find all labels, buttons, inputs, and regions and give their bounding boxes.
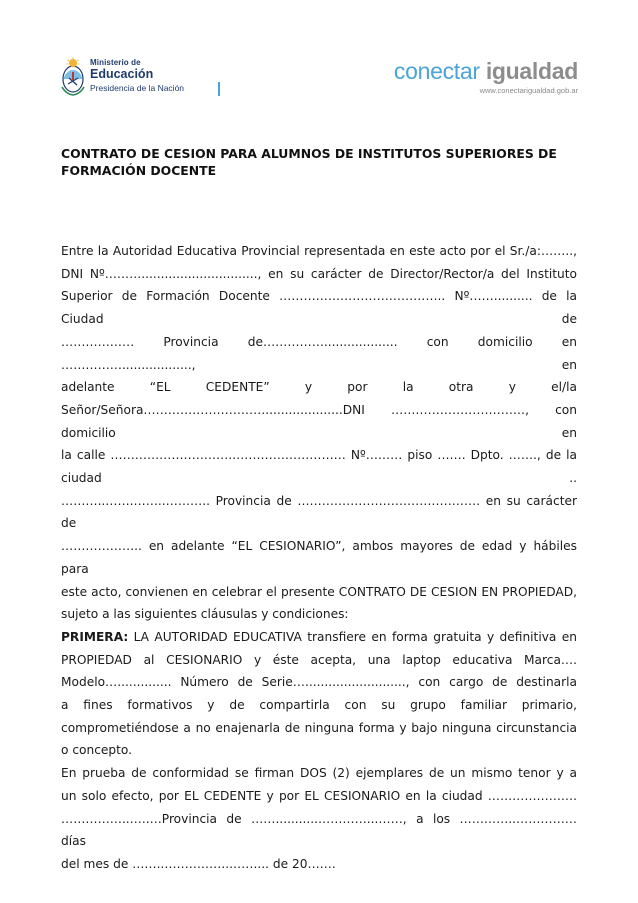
text-line: un solo efecto, por EL CEDENTE y por EL CESIONARIO en la ciudad ………………….: [61, 788, 577, 803]
page-header: [0, 0, 638, 120]
text-line: comprometiéndose a no enajenarla de ninguna forma y bajo ninguna circunstancia: [61, 720, 577, 735]
text-line: ……………….. en adelante “EL CESIONARIO”, ambos mayores de edad y hábiles para: [61, 539, 577, 576]
brand-url: www.conectarigualdad.gob.ar: [479, 86, 578, 95]
text-line: a fines formativos y de compartirla con su grupo familiar primario,: [61, 698, 577, 713]
intro-paragraph: [61, 240, 577, 626]
title-line-1: CONTRATO DE CESION PARA ALUMNOS DE INSTITUTOS SUPERIORES DE: [61, 146, 557, 161]
brand-part-2: igualdad: [485, 58, 578, 84]
text-line: En prueba de conformidad se firman DOS (2) ejemplares de un mismo tenor y a: [61, 766, 577, 781]
closing-paragraph: [61, 762, 577, 876]
argentina-coat-of-arms-icon: [60, 57, 86, 97]
text-line: Superior de Formación Docente ………………………………….. Nº…….......... de la Ciudad de: [61, 289, 577, 327]
text-line: Modelo….............. Número de Serie….........................., con cargo de destinarla: [61, 675, 577, 690]
ministry-line-1: Ministerio de: [90, 58, 141, 67]
text-line: Entre la Autoridad Educativa Provincial representada en este acto por el Sr./a:……..,: [61, 244, 577, 258]
clause-text: LA AUTORIDAD EDUCATIVA transfiere en forma gratuita y definitiva en: [128, 629, 577, 644]
clause-label: PRIMERA:: [61, 629, 129, 644]
text-line: ……………… Provincia de……………................... con domicilio en …………….................., en: [61, 334, 577, 372]
title-line-2: FORMACIÓN DOCENTE: [61, 163, 217, 178]
text-line: este acto, convienen en celebrar el presente CONTRATO DE CESION EN PROPIEDAD,: [61, 584, 577, 599]
clause-primera: [61, 626, 577, 762]
conectar-igualdad-logo: [394, 58, 578, 95]
brand-wordmark: [394, 58, 578, 84]
text-line: PROPIEDAD al CESIONARIO y éste acepta, una laptop educativa Marca….: [61, 652, 577, 667]
text-line: [61, 626, 577, 649]
text-line: ……………..…..…Provincia de ……...........…………...……, a los …………..…………… días: [61, 811, 577, 849]
brand-part-1: conectar: [393, 58, 486, 84]
text-line: DNI Nº……….............................., en su carácter de Director/Rector/a del Instituto: [61, 266, 577, 281]
ministry-line-2: Educación: [90, 67, 154, 81]
document-title: [61, 145, 581, 179]
ministry-accent-bar: [218, 82, 220, 96]
text-line: del mes de ……..……………..……... de 20…….: [61, 856, 336, 871]
ministry-logo: [60, 57, 200, 101]
text-line: adelante “EL CEDENTE” y por la otra y el/la: [61, 380, 577, 395]
text-line: Señor/Señora…………………………....................DNI ……………………………, con domicilio en: [61, 402, 577, 440]
ministry-line-3: Presidencia de la Nación: [90, 83, 185, 93]
ministry-text: [90, 57, 200, 99]
text-line: la calle ………………………….……………………… Nº……… piso ……. Dpto. ……., de la ciudad ..: [61, 448, 577, 486]
text-line: o concepto.: [61, 743, 133, 758]
contract-body: [61, 240, 577, 876]
text-line: ………..…….……..……….. Provincia de ……………………………………… en su carácter de: [61, 493, 577, 531]
text-line: sujeto a las siguientes cláusulas y condiciones:: [61, 607, 349, 622]
